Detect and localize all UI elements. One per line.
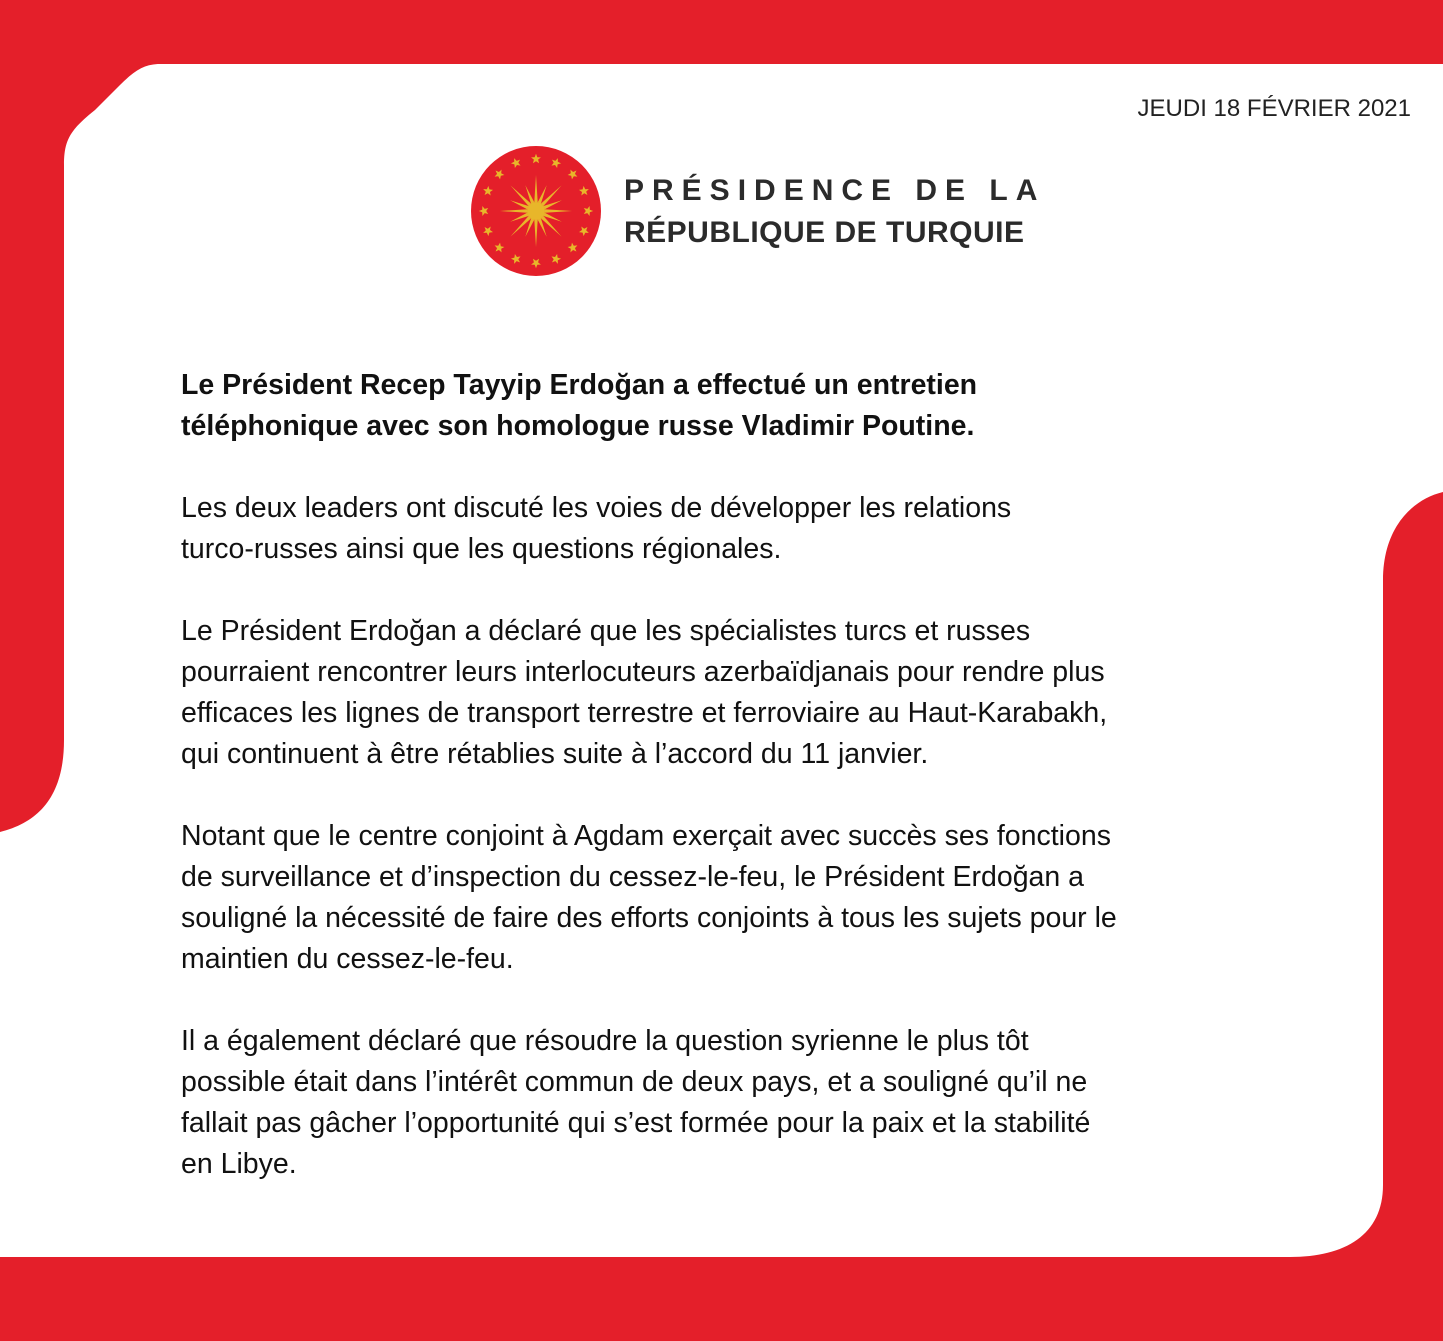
- paragraph-line: qui continuent à être rétablies suite à l’accord du 11 janvier.: [181, 738, 929, 770]
- paragraph-line: fallait pas gâcher l’opportunité qui s’est formée pour la paix et la stabilité: [181, 1107, 1091, 1139]
- paragraph-line: turco-russes ainsi que les questions régionales.: [181, 533, 782, 565]
- organization-name-line1: PRÉSIDENCE DE LA: [624, 174, 1046, 207]
- paragraph-line: efficaces les lignes de transport terrestre et ferroviaire au Haut-Karabakh,: [181, 697, 1108, 729]
- paragraph-line: Le Président Erdoğan a déclaré que les spécialistes turcs et russes: [181, 615, 1031, 647]
- paragraph-line: en Libye.: [181, 1148, 297, 1180]
- organization-name-line2: RÉPUBLIQUE DE TURQUIE: [624, 216, 1025, 249]
- paragraph-line: souligné la nécessité de faire des efforts conjoints à tous les sujets pour le: [181, 902, 1117, 934]
- paragraph-line: Il a également déclaré que résoudre la question syrienne le plus tôt: [181, 1025, 1029, 1057]
- paragraph-4: [181, 1021, 1241, 1185]
- paragraph-line: maintien du cessez-le-feu.: [181, 943, 514, 975]
- headline-line: téléphonique avec son homologue russe Vladimir Poutine.: [181, 410, 975, 442]
- press-release-body: [181, 365, 1241, 1226]
- paragraph-line: possible était dans l’intérêt commun de deux pays, et a souligné qu’il ne: [181, 1066, 1088, 1098]
- paragraph-3: [181, 816, 1241, 980]
- paragraph-2: [181, 611, 1241, 775]
- paragraph-line: pourraient rencontrer leurs interlocuteurs azerbaïdjanais pour rendre plus: [181, 656, 1105, 688]
- paragraph-line: de surveillance et d’inspection du cessez-le-feu, le Président Erdoğan a: [181, 861, 1085, 893]
- paragraph-line: Les deux leaders ont discuté les voies de développer les relations: [181, 492, 1012, 524]
- headline-line: Le Président Recep Tayyip Erdoğan a effectué un entretien: [181, 369, 978, 401]
- headline: [181, 365, 1241, 447]
- paragraph-line: Notant que le centre conjoint à Agdam exerçait avec succès ses fonctions: [181, 820, 1111, 852]
- presidential-seal-icon: [470, 145, 602, 277]
- date-label: JEUDI 18 FÉVRIER 2021: [1137, 95, 1411, 122]
- paragraph-1: [181, 488, 1241, 570]
- organization-name: [624, 170, 1045, 254]
